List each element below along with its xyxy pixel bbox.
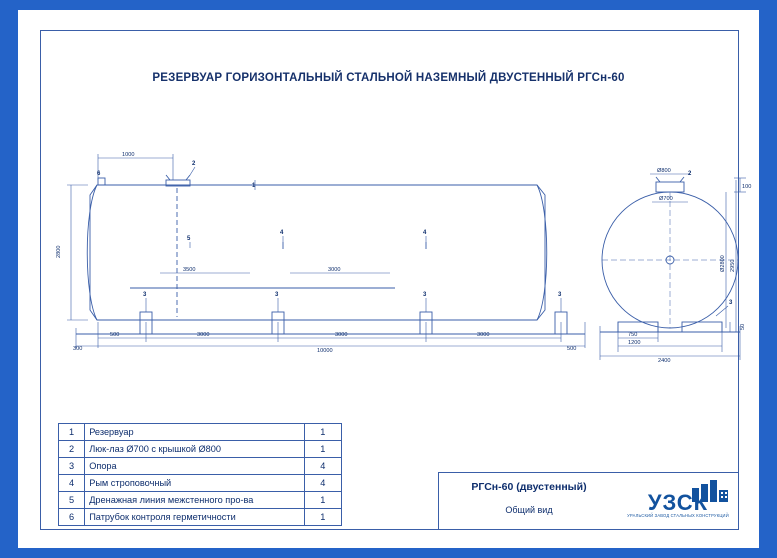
spec-num: 3 bbox=[59, 458, 85, 475]
title-block bbox=[438, 472, 739, 530]
dim-support-span-1: 3000 bbox=[197, 332, 210, 338]
dim-bottom-overhang-right: 500 bbox=[567, 346, 577, 352]
spec-name: Патрубок контроля герметичности bbox=[85, 509, 304, 526]
dim-height-left: 2800 bbox=[56, 245, 62, 258]
spec-name: Резервуар bbox=[85, 424, 304, 441]
callout-4-side-a: 4 bbox=[280, 230, 284, 236]
table-row bbox=[59, 509, 342, 526]
specification-table bbox=[58, 423, 342, 526]
lifting-lugs-side bbox=[283, 242, 426, 249]
spec-num: 5 bbox=[59, 492, 85, 509]
spec-qty: 1 bbox=[304, 492, 341, 509]
company-logo bbox=[624, 478, 732, 524]
dim-diameter-outer: 2950 bbox=[730, 259, 736, 272]
tank-side-outline bbox=[87, 185, 547, 320]
callout-2-end: 2 bbox=[688, 171, 692, 177]
dim-support-offset: 500 bbox=[110, 332, 120, 338]
callout-3-side-c: 3 bbox=[423, 292, 427, 298]
dim-support-base: 2400 bbox=[658, 358, 671, 364]
dim-inner-span: 3500 bbox=[183, 267, 196, 273]
table-row bbox=[59, 424, 342, 441]
dim-hatch-inner: Ø700 bbox=[659, 196, 673, 202]
logo-text: УЗСК bbox=[647, 490, 709, 515]
spec-num: 1 bbox=[59, 424, 85, 441]
drawing-sheet bbox=[18, 10, 759, 548]
callout-3-end: 3 bbox=[729, 300, 733, 306]
dim-hatch-outer: Ø800 bbox=[657, 168, 671, 174]
title-block-name: РГСн-60 (двустенный) bbox=[471, 481, 587, 493]
table-row bbox=[59, 441, 342, 458]
callout-1-side: 1 bbox=[252, 183, 256, 189]
dim-support-span-2: 3000 bbox=[335, 332, 348, 338]
spec-num: 6 bbox=[59, 509, 85, 526]
nozzle-item6 bbox=[98, 178, 105, 185]
callout-3-side-d: 3 bbox=[558, 292, 562, 298]
callout-2-side: 2 bbox=[192, 161, 196, 167]
dim-total-length: 10000 bbox=[317, 348, 333, 354]
logo-subtext: УРАЛЬСКИЙ ЗАВОД СТАЛЬНЫХ КОНСТРУКЦИЙ bbox=[627, 513, 729, 518]
side-dimensions bbox=[67, 154, 585, 348]
spec-qty: 1 bbox=[304, 509, 341, 526]
spec-qty: 4 bbox=[304, 475, 341, 492]
spec-qty: 1 bbox=[304, 441, 341, 458]
dim-bottom-overhang-left: 300 bbox=[73, 346, 83, 352]
side-callout-labels bbox=[97, 161, 562, 298]
table-row bbox=[59, 492, 342, 509]
dim-mid-span: 3000 bbox=[328, 267, 341, 273]
spec-qty: 1 bbox=[304, 424, 341, 441]
tank-supports-side bbox=[140, 312, 567, 334]
spec-name: Опора bbox=[85, 458, 304, 475]
callout-3-side-a: 3 bbox=[143, 292, 147, 298]
callout-3-side-b: 3 bbox=[275, 292, 279, 298]
spec-name: Люк-лаз Ø700 с крышкой Ø800 bbox=[85, 441, 304, 458]
page-title: РЕЗЕРВУАР ГОРИЗОНТАЛЬНЫЙ СТАЛЬНОЙ НАЗЕМНЫЙ ДВУСТЕННЫЙ РГСн-60 bbox=[152, 72, 625, 84]
dim-diameter-inner: Ø2800 bbox=[720, 255, 726, 272]
side-leaders bbox=[146, 167, 561, 312]
end-dimension-labels bbox=[628, 168, 751, 364]
title-block-subtitle: Общий вид bbox=[505, 505, 553, 515]
dim-neck-height: 100 bbox=[742, 184, 752, 190]
table-row bbox=[59, 458, 342, 475]
manhole-side bbox=[166, 175, 190, 186]
spec-name: Рым строповочный bbox=[85, 475, 304, 492]
table-row bbox=[59, 475, 342, 492]
spec-num: 2 bbox=[59, 441, 85, 458]
spec-num: 4 bbox=[59, 475, 85, 492]
spec-name: Дренажная линия межстенного про-ва bbox=[85, 492, 304, 509]
dim-top-left-width: 1000 bbox=[122, 152, 135, 158]
dim-support-mid: 1200 bbox=[628, 340, 641, 346]
dim-support-span-3: 3000 bbox=[477, 332, 490, 338]
dim-support-top: 750 bbox=[628, 332, 638, 338]
callout-5-side: 5 bbox=[187, 236, 191, 242]
spec-qty: 4 bbox=[304, 458, 341, 475]
callout-6-side: 6 bbox=[97, 171, 101, 177]
dim-support-height: 50 bbox=[740, 323, 746, 330]
side-dimension-labels bbox=[56, 152, 576, 354]
callout-4-side-b: 4 bbox=[423, 230, 427, 236]
